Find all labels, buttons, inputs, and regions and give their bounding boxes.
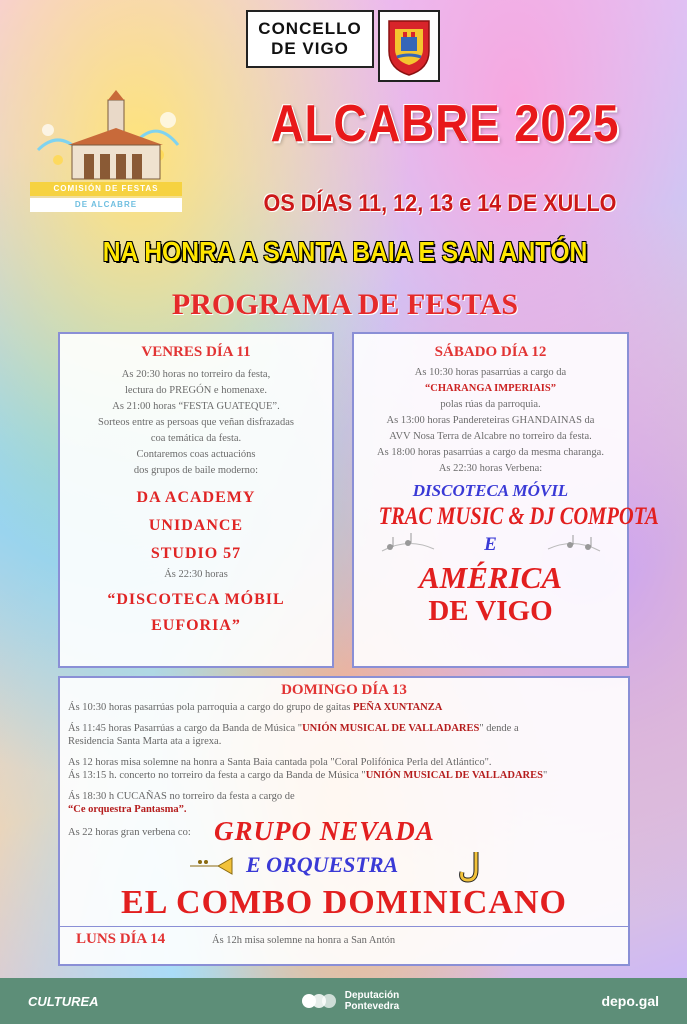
orquestra: E ORQUESTRA (246, 852, 399, 877)
domingo-title: DOMINGO DÍA 13 (281, 682, 407, 698)
depo-gal-logo: depo.gal (601, 993, 659, 1009)
saxophone-icon (456, 850, 486, 884)
dance-group: UNIDANCE (148, 517, 244, 534)
dance-group: DA ACADEMY (136, 489, 256, 506)
dance-group: STUDIO 57 (150, 545, 242, 562)
america-line1: AMÉRICA (418, 560, 562, 595)
deputacion-icon (301, 990, 337, 1012)
vigo-crest-icon (378, 10, 440, 82)
sabado-panel (352, 332, 659, 668)
trac-music: TRAC MUSIC & DJ COMPOTA (378, 503, 659, 530)
charanga-name: “CHARANGA IMPERIAIS” (425, 383, 556, 394)
concello-line1: CONCELLO (258, 19, 362, 38)
domingo-line: “Ce orquestra Pantasma”. (68, 804, 187, 815)
sponsor-footer (0, 978, 687, 1024)
deputacion-line2: Pontevedra (344, 1001, 400, 1012)
concello-de-vigo-logo (246, 10, 374, 68)
luns-title: LUNS DÍA 14 (76, 931, 166, 947)
discoteca-movil: DISCOTECA MÓVIL (412, 481, 569, 500)
comision-line2: DE ALCABRE (30, 198, 182, 212)
sabado-line: As 13:00 horas Pandereteiras GHANDAINAS da (386, 415, 595, 426)
venres-line: lectura do PREGÓN e homenaxe. (124, 385, 267, 396)
sabado-line: As 10:30 horas pasarrúas a cargo da (414, 367, 567, 378)
america-line2: DE VIGO (428, 595, 553, 627)
discoteca-line1: “DISCOTECA MÓBIL (107, 591, 285, 608)
sabado-line: AVV Nosa Terra de Alcabre no torreiro da festa. (389, 431, 592, 442)
domingo-line: As 22 horas gran verbena co: (68, 827, 191, 838)
cultura-logo: CULTUREA (28, 993, 99, 1009)
comision-line1: COMISIÓN DE FESTAS (30, 182, 182, 196)
domingo-highlight: PEÑA XUNTANZA (352, 702, 443, 713)
venres-line: coa temática da festa. (150, 433, 242, 444)
sabado-title: SÁBADO DÍA 12 (434, 344, 547, 360)
sabado-line: As 18:00 horas pasarrúas a cargo da mesma charanga. (377, 447, 604, 458)
domingo-text: " (542, 770, 548, 781)
venres-line: As 21:00 horas “FESTA GUATEQUE”. (112, 401, 280, 412)
domingo-line (60, 722, 628, 735)
venres-panel (58, 332, 334, 668)
music-notes-icon (378, 533, 438, 555)
domingo-line: Residencia Santa Marta ata a igrexa. (68, 736, 222, 747)
domingo-line (60, 701, 628, 714)
domingo-text: Ás 13:15 h. concerto no torreiro da festa a cargo da Banda de Música " (68, 770, 366, 781)
venres-line: dos grupos de baile moderno: (133, 465, 259, 476)
sabado-e: E (484, 534, 497, 555)
deputacion-logo (301, 990, 399, 1012)
domingo-text: Ás 10:30 horas pasarrúas pola parroquia a cargo do grupo de gaitas (68, 702, 353, 713)
domingo-panel (58, 676, 630, 966)
venres-line: Sorteos entre as persoas que veñan disfrazadas (98, 417, 294, 428)
grupo-nevada: GRUPO NEVADA (214, 816, 435, 846)
domingo-line: Ás 18:30 h CUCAÑAS no torreiro da festa a cargo de (68, 791, 295, 802)
programa-heading: PROGRAMA DE FESTAS (171, 288, 519, 321)
concello-line2: DE VIGO (271, 39, 349, 58)
sabado-line: As 22:30 horas Verbena: (438, 463, 543, 474)
domingo-text: Ás 11:45 horas Pasarrúas a cargo da Banda de Música " (68, 723, 303, 734)
sabado-line: polas rúas da parroquia. (440, 399, 541, 410)
venres-title: VENRES DÍA 11 (141, 344, 251, 360)
domingo-line: As 12 horas misa solemne na honra a Santa Baia cantada pola "Coral Polifónica Perla del Atlántico". (68, 757, 492, 768)
venres-line: As 20:30 horas no torreiro da festa, (121, 369, 271, 380)
domingo-line (60, 769, 628, 782)
festival-dates: OS DÍAS 11, 12, 13 e 14 DE XULLO (263, 190, 617, 217)
page-title: ALCABRE 2025 (270, 95, 620, 153)
venres-time: Ás 22:30 horas (164, 569, 228, 580)
venres-line: Contaremos coas actuacións (136, 449, 256, 460)
domingo-highlight: UNIÓN MUSICAL DE VALLADARES (365, 770, 543, 781)
deputacion-line1: Deputación (344, 990, 400, 1001)
comision-festas-logo (28, 90, 184, 220)
trumpet-icon (188, 854, 240, 878)
discoteca-line2: EUFORIA” (151, 617, 241, 634)
music-notes-icon (544, 533, 604, 555)
domingo-highlight: UNIÓN MUSICAL DE VALLADARES (302, 723, 480, 734)
combo-dominicano: EL COMBO DOMINICANO (121, 884, 567, 921)
domingo-text: " dende a (479, 723, 519, 734)
honor-subtitle: NA HONRA A SANTA BAIA E SAN ANTÓN (102, 236, 588, 267)
luns-text: Ás 12h misa solemne na honra a San Antón (212, 935, 396, 946)
